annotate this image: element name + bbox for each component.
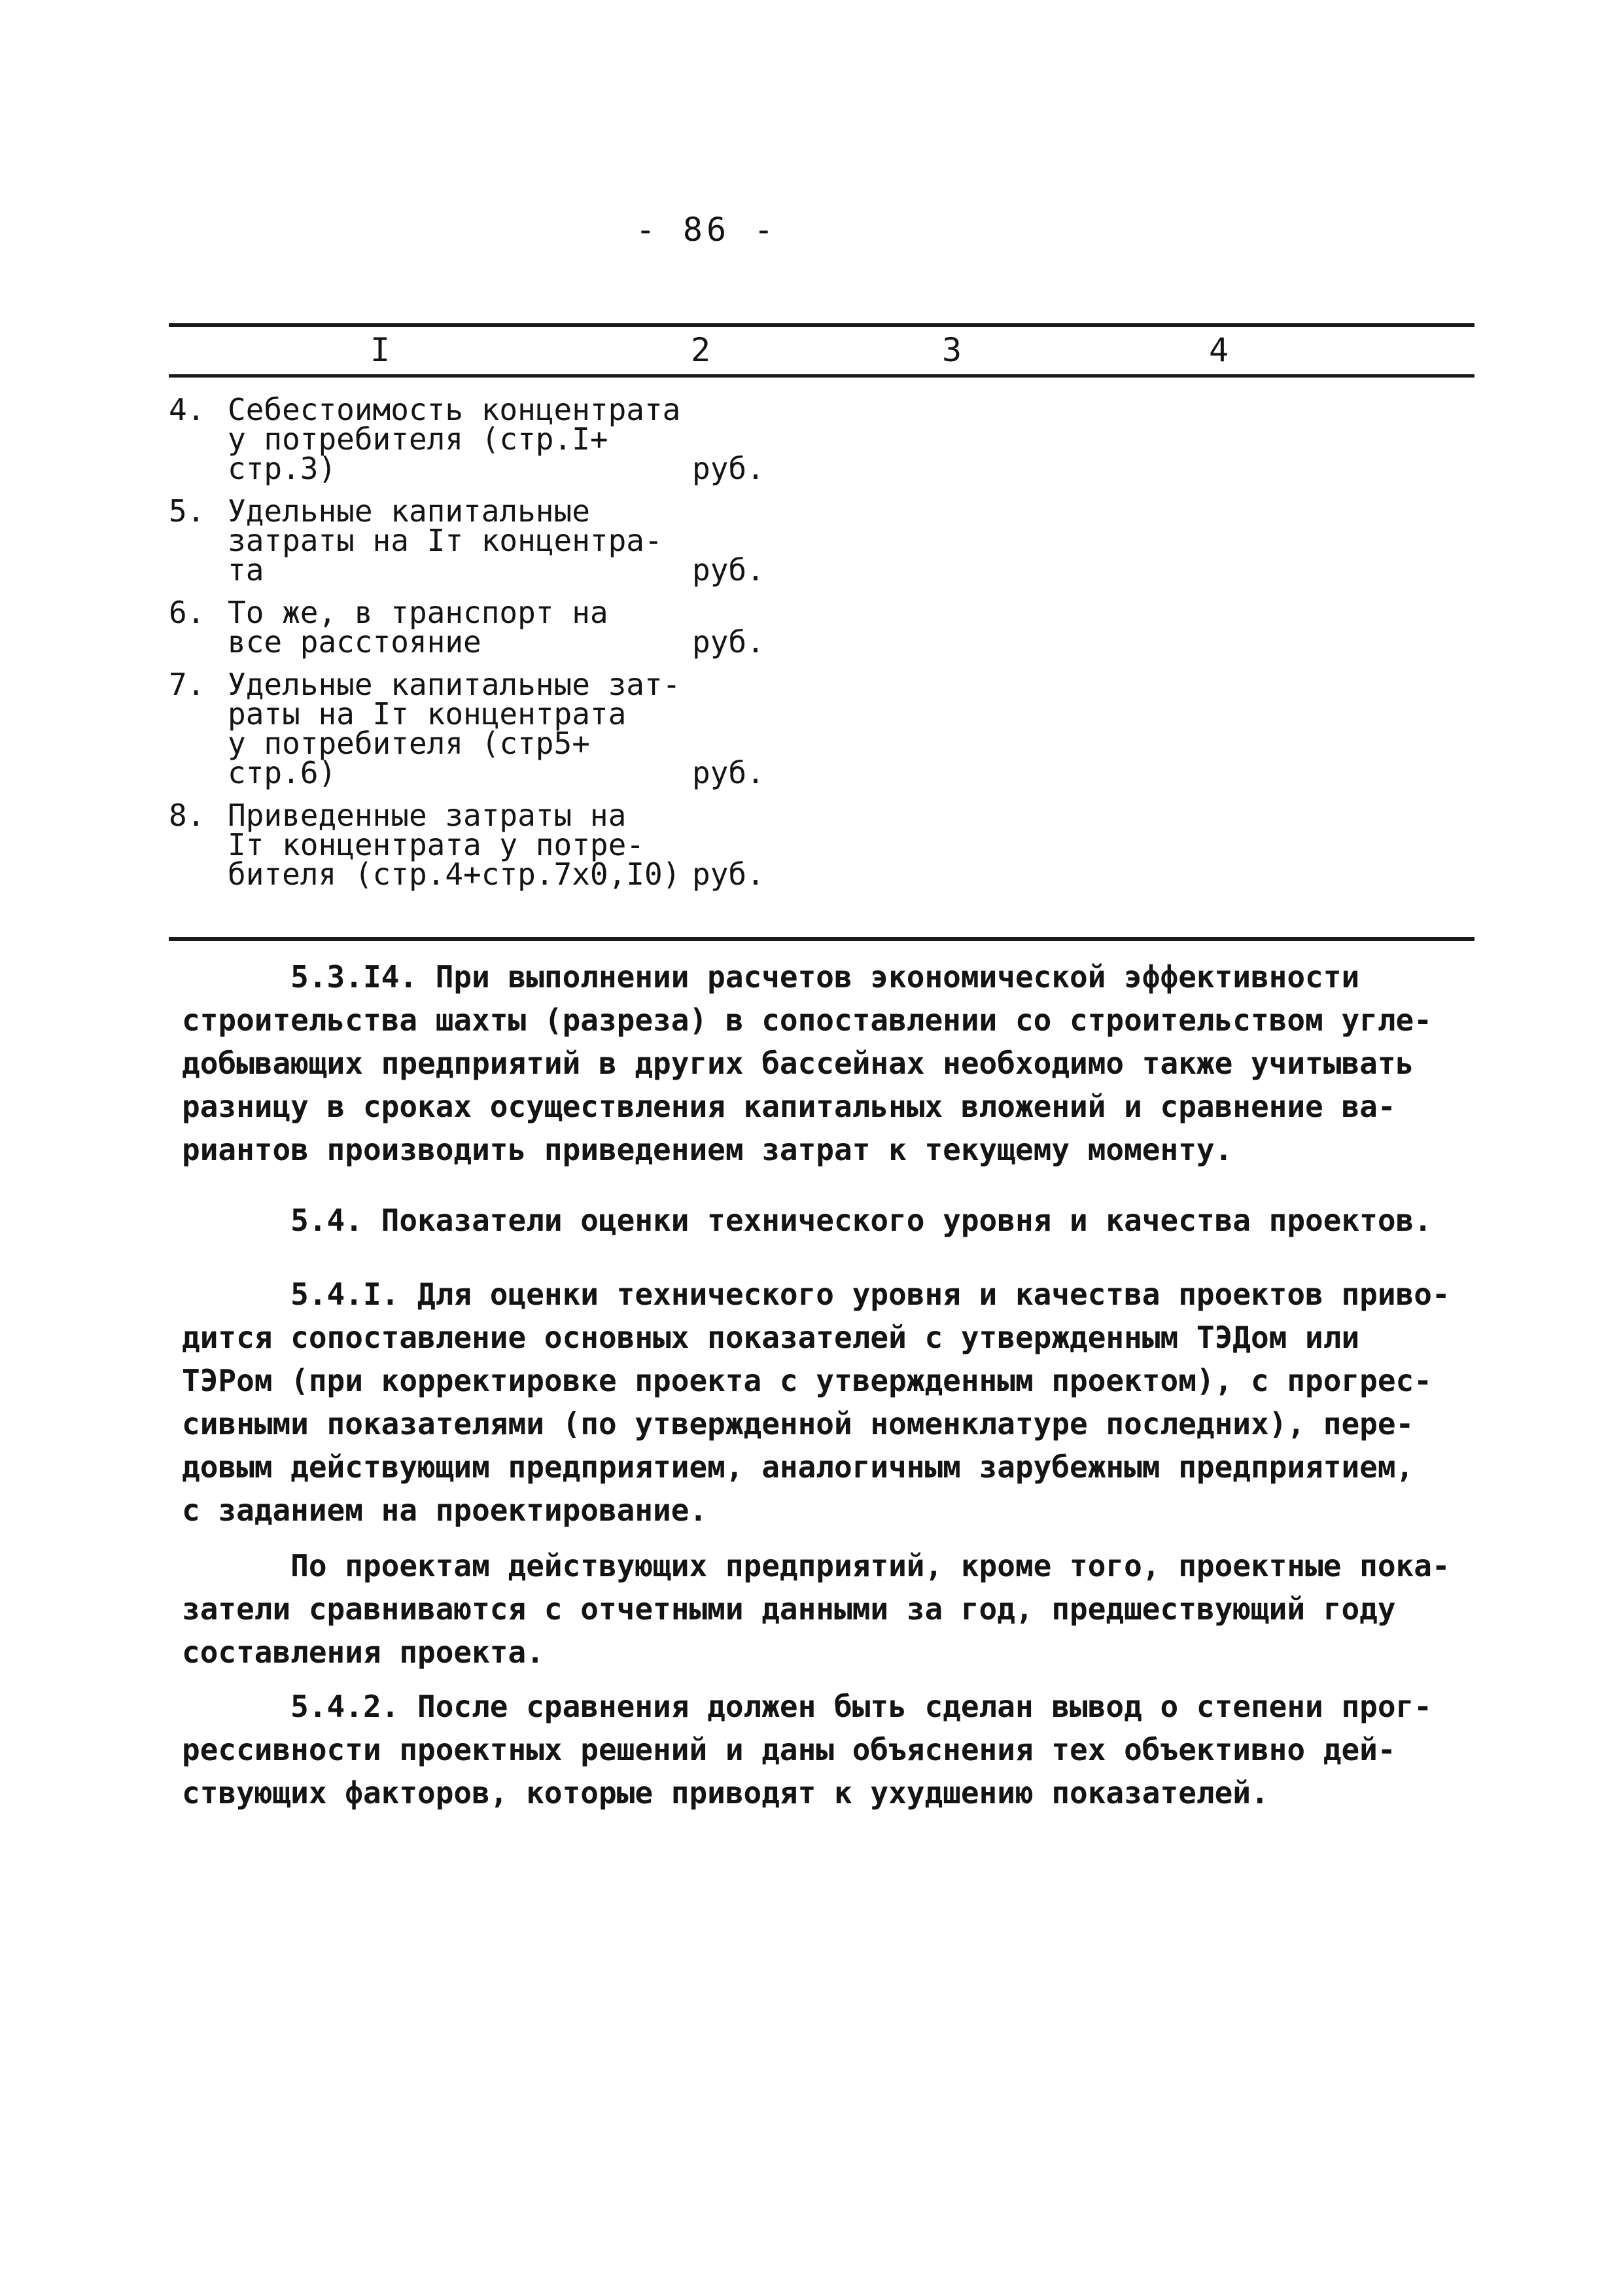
- row-line: Iт концентрата у потре-: [228, 827, 644, 862]
- row-line: стр.3): [228, 451, 337, 486]
- paragraph-5-4-2: [182, 1685, 1432, 1814]
- paragraph-line: сивными показателями (по утвержденной номенклатуре последних), пере-: [182, 1406, 1414, 1441]
- row-line: Удельные капитальные: [228, 493, 590, 529]
- row-unit: руб.: [692, 552, 765, 588]
- row-line: у потребителя (стр.I+: [228, 421, 608, 457]
- row-text: [228, 392, 882, 486]
- row-line: Приведенные затраты на: [228, 798, 627, 833]
- row-text: [228, 595, 882, 660]
- paragraph-line: затели сравниваются с отчетными данными за год, предшествующий году: [182, 1591, 1396, 1627]
- page-number: - 86 -: [635, 211, 778, 249]
- paragraph-5-3-14: [182, 955, 1432, 1171]
- paragraph-line: риантов производить приведением затрат к текущему моменту.: [182, 1132, 1233, 1167]
- row-text: [228, 667, 882, 790]
- row-line: бителя (стр.4+стр.7х0,I0): [228, 857, 681, 892]
- row-number: 5.: [169, 493, 205, 529]
- paragraph-line: составления проекта.: [182, 1634, 544, 1670]
- row-text: [228, 493, 882, 588]
- row-number: 6.: [169, 595, 205, 630]
- paragraph-line: 5.4.2. После сравнения должен быть сделан вывод о степени прог-: [182, 1689, 1432, 1724]
- paragraph-line: дится сопоставление основных показателей с утвержденным ТЭДом или: [182, 1320, 1360, 1355]
- row-unit: руб.: [692, 755, 765, 790]
- paragraph-line: По проектам действующих предприятий, кроме того, проектные пока-: [182, 1548, 1450, 1583]
- table-rule-bottom: [169, 937, 1475, 941]
- col-header-1: I: [370, 331, 391, 369]
- paragraph-line: добывающих предприятий в других бассейнах необходимо также учитывать: [182, 1046, 1414, 1081]
- paragraph-line: с заданием на проектирование.: [182, 1492, 708, 1528]
- paragraph-line: 5.3.I4. При выполнении расчетов экономической эффективности: [182, 959, 1360, 995]
- table-header-rule: [169, 374, 1475, 378]
- row-number: 7.: [169, 667, 205, 702]
- row-line: все расстояние: [228, 624, 481, 660]
- paragraph-line: строительства шахты (разреза) в сопоставлении со строительством угле-: [182, 1002, 1432, 1038]
- row-line: та: [228, 552, 264, 588]
- table-rule-top: [169, 323, 1475, 327]
- col-header-4: 4: [1209, 331, 1229, 369]
- row-line: Удельные капитальные зат-: [228, 667, 681, 702]
- paragraph-5-4-1-continued: [182, 1544, 1450, 1674]
- row-line: стр.6): [228, 755, 337, 790]
- row-number: 4.: [169, 392, 205, 427]
- paragraph-line: ТЭРом (при корректировке проекта с утвержденным проектом), с прогрес-: [182, 1363, 1432, 1398]
- paragraph-line: 5.4.I. Для оценки технического уровня и качества проектов приво-: [182, 1277, 1450, 1312]
- paragraph-5-4-heading: [182, 1199, 1432, 1242]
- row-unit: руб.: [692, 624, 765, 660]
- row-line: Себестоимость концентрата: [228, 392, 681, 427]
- row-line: затраты на Iт концентра-: [228, 523, 663, 558]
- paragraph-line: ствующих факторов, которые приводят к ухудшению показателей.: [182, 1775, 1269, 1810]
- row-text: [228, 798, 882, 892]
- col-header-2: 2: [691, 331, 711, 369]
- col-header-3: 3: [942, 331, 962, 369]
- row-unit: руб.: [692, 857, 765, 892]
- paragraph-line: довым действующим предприятием, аналогичным зарубежным предприятием,: [182, 1449, 1414, 1485]
- paragraph-line: рессивности проектных решений и даны объяснения тех объективно дей-: [182, 1732, 1396, 1767]
- row-line: у потребителя (стр5+: [228, 726, 590, 761]
- paragraph-line: 5.4. Показатели оценки технического уровня и качества проектов.: [182, 1203, 1432, 1238]
- row-number: 8.: [169, 798, 205, 833]
- row-unit: руб.: [692, 451, 765, 486]
- paragraph-line: разницу в сроках осуществления капитальных вложений и сравнение ва-: [182, 1089, 1396, 1124]
- paragraph-5-4-1: [182, 1273, 1450, 1532]
- row-line: раты на Iт концентрата: [228, 696, 627, 732]
- row-line: То же, в транспорт на: [228, 595, 608, 630]
